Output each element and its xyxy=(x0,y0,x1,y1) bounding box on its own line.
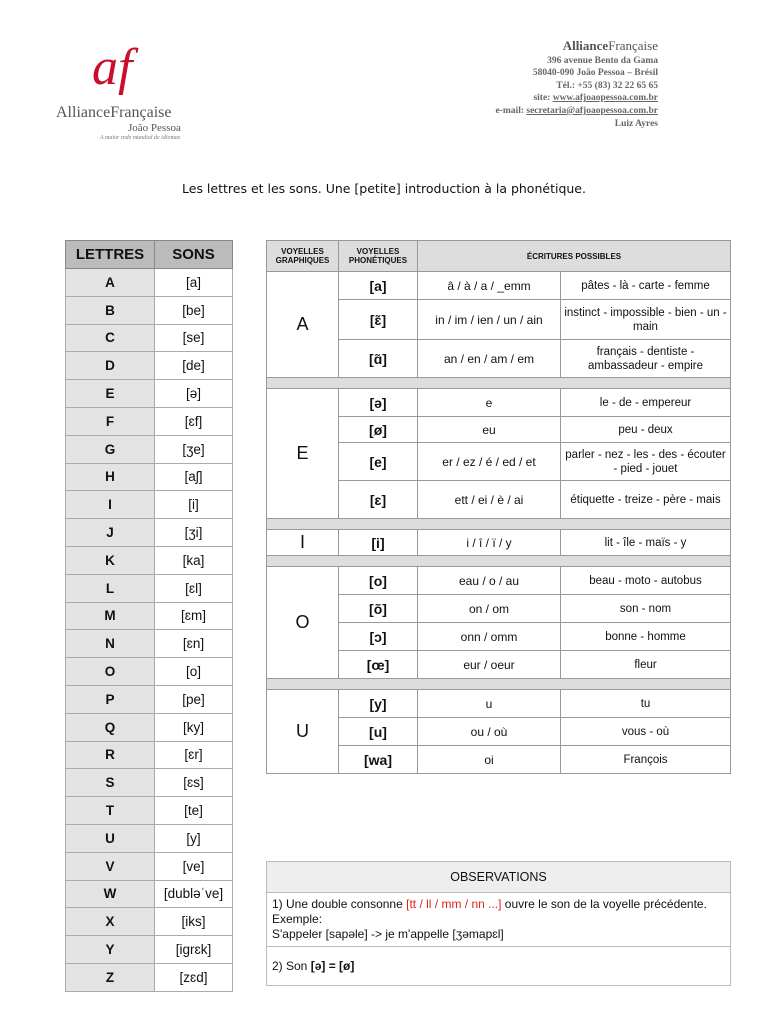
sound-cell: [ɛm] xyxy=(155,602,233,630)
address-email: e-mail: secretaria@afjoaopessoa.com.br xyxy=(495,105,658,116)
group-separator xyxy=(267,378,731,389)
spellings-cell: an / en / am / em xyxy=(418,340,561,378)
sound-cell: [ɛf] xyxy=(155,407,233,435)
letter-cell: O xyxy=(66,658,155,686)
letter-cell: Q xyxy=(66,713,155,741)
examples-cell: étiquette - treize - père - mais xyxy=(561,481,731,519)
observations-table xyxy=(266,861,731,986)
spellings-cell: u xyxy=(418,690,561,718)
letters-table xyxy=(65,240,233,992)
table-row xyxy=(267,272,731,300)
sound-cell: [ʒi] xyxy=(155,519,233,547)
spellings-cell: eau / o / au xyxy=(418,567,561,595)
letter-cell: N xyxy=(66,630,155,658)
spellings-cell: â / à / a / _emm xyxy=(418,272,561,300)
vowel-group-letter: U xyxy=(267,690,339,774)
table-row xyxy=(66,324,233,352)
table-row xyxy=(66,574,233,602)
letter-cell: Y xyxy=(66,936,155,964)
letter-cell: C xyxy=(66,324,155,352)
examples-cell: François xyxy=(561,746,731,774)
table-row xyxy=(66,435,233,463)
letter-cell: K xyxy=(66,546,155,574)
phonetic-vowel-cell: [ɑ̃] xyxy=(339,340,418,378)
sound-cell: [i] xyxy=(155,491,233,519)
spellings-cell: ett / ei / è / ai xyxy=(418,481,561,519)
sound-cell: [y] xyxy=(155,824,233,852)
group-separator xyxy=(267,679,731,690)
letter-cell: F xyxy=(66,407,155,435)
letter-cell: V xyxy=(66,852,155,880)
sound-cell: [te] xyxy=(155,797,233,825)
table-row xyxy=(66,269,233,297)
table-row xyxy=(66,463,233,491)
alliance-francaise-logo xyxy=(90,36,154,98)
examples-cell: bonne - homme xyxy=(561,623,731,651)
sound-cell: [ka] xyxy=(155,546,233,574)
sound-cell: [aʃ] xyxy=(155,463,233,491)
observation-2: 2) Son [ə] = [ø] xyxy=(267,947,731,986)
sound-cell: [se] xyxy=(155,324,233,352)
separator-cell xyxy=(267,519,731,530)
spellings-cell: eu xyxy=(418,417,561,443)
letter-cell: X xyxy=(66,908,155,936)
sound-cell: [igrɛk] xyxy=(155,936,233,964)
phonetic-vowel-cell: [y] xyxy=(339,690,418,718)
letter-cell: M xyxy=(66,602,155,630)
spellings-cell: i / î / ï / y xyxy=(418,530,561,556)
letter-cell: U xyxy=(66,824,155,852)
phonetic-vowel-cell: [a] xyxy=(339,272,418,300)
separator-cell xyxy=(267,378,731,389)
phonetic-vowel-cell: [ɔ] xyxy=(339,623,418,651)
sound-cell: [o] xyxy=(155,658,233,686)
examples-cell: lit - île - maïs - y xyxy=(561,530,731,556)
table-row xyxy=(66,491,233,519)
table-row xyxy=(66,713,233,741)
group-separator xyxy=(267,519,731,530)
vowels-table xyxy=(266,240,731,774)
phonetic-vowel-cell: [õ] xyxy=(339,595,418,623)
phonetic-vowel-cell: [o] xyxy=(339,567,418,595)
phonetic-vowel-cell: [e] xyxy=(339,443,418,481)
sound-cell: [de] xyxy=(155,352,233,380)
sound-cell: [be] xyxy=(155,296,233,324)
page-title: Les lettres et les sons. Une [petite] introduction à la phonétique. xyxy=(182,181,586,196)
sound-cell: [ɛn] xyxy=(155,630,233,658)
sound-cell: [dubləˈve] xyxy=(155,880,233,908)
spellings-cell: in / im / ien / un / ain xyxy=(418,300,561,340)
separator-cell xyxy=(267,679,731,690)
table-row xyxy=(66,630,233,658)
col-header-sounds: SONS xyxy=(155,241,233,269)
table-row xyxy=(66,407,233,435)
examples-cell: fleur xyxy=(561,651,731,679)
letter-cell: I xyxy=(66,491,155,519)
table-row xyxy=(66,880,233,908)
logo-city: João Pessoa xyxy=(128,122,181,134)
table-row xyxy=(66,741,233,769)
sound-cell: [a] xyxy=(155,269,233,297)
address-site: site: www.afjoaopessoa.com.br xyxy=(533,93,658,104)
col-header-letters: LETTRES xyxy=(66,241,155,269)
table-row xyxy=(66,296,233,324)
phonetic-vowel-cell: [ɛ̃] xyxy=(339,300,418,340)
table-row xyxy=(267,690,731,718)
table-row xyxy=(66,380,233,408)
phonetic-vowel-cell: [wa] xyxy=(339,746,418,774)
address-author: Luiz Ayres xyxy=(614,118,658,129)
col-header-phonetic: VOYELLES PHONÉTIQUES xyxy=(339,241,418,272)
table-row xyxy=(66,936,233,964)
letter-cell: E xyxy=(66,380,155,408)
table-row xyxy=(66,546,233,574)
examples-cell: vous - où xyxy=(561,718,731,746)
spellings-cell: on / om xyxy=(418,595,561,623)
examples-cell: français - dentiste - ambassadeur - empire xyxy=(561,340,731,378)
examples-cell: instinct - impossible - bien - un - main xyxy=(561,300,731,340)
examples-cell: peu - deux xyxy=(561,417,731,443)
vowel-group-letter: E xyxy=(267,389,339,519)
letter-cell: L xyxy=(66,574,155,602)
table-row xyxy=(66,824,233,852)
table-row xyxy=(267,530,731,556)
examples-cell: le - de - empereur xyxy=(561,389,731,417)
letter-cell: W xyxy=(66,880,155,908)
sound-cell: [ve] xyxy=(155,852,233,880)
vowel-group-letter: I xyxy=(267,530,339,556)
phonetic-vowel-cell: [œ] xyxy=(339,651,418,679)
letter-cell: P xyxy=(66,685,155,713)
sound-cell: [zɛd] xyxy=(155,963,233,991)
vowel-group-letter: A xyxy=(267,272,339,378)
sound-cell: [ɛr] xyxy=(155,741,233,769)
phonetic-vowel-cell: [ø] xyxy=(339,417,418,443)
phonetic-vowel-cell: [u] xyxy=(339,718,418,746)
examples-cell: tu xyxy=(561,690,731,718)
table-row xyxy=(66,852,233,880)
address-street: 396 avenue Bento da Gama xyxy=(547,55,658,66)
address-brand: AllianceFrançaise xyxy=(562,38,658,53)
table-row xyxy=(66,519,233,547)
table-row xyxy=(66,658,233,686)
examples-cell: beau - moto - autobus xyxy=(561,567,731,595)
address-block xyxy=(496,40,658,130)
observations-title: OBSERVATIONS xyxy=(267,862,731,893)
letter-cell: T xyxy=(66,797,155,825)
letter-cell: B xyxy=(66,296,155,324)
phonetic-vowel-cell: [ə] xyxy=(339,389,418,417)
spellings-cell: er / ez / é / ed / et xyxy=(418,443,561,481)
table-row xyxy=(66,602,233,630)
table-row xyxy=(66,685,233,713)
col-header-spellings: ÉCRITURES POSSIBLES xyxy=(418,241,731,272)
address-city: 58040-090 João Pessoa – Brésil xyxy=(532,68,658,79)
table-row xyxy=(66,769,233,797)
letter-cell: D xyxy=(66,352,155,380)
spellings-cell: onn / omm xyxy=(418,623,561,651)
vowel-group-letter: O xyxy=(267,567,339,679)
letter-cell: G xyxy=(66,435,155,463)
group-separator xyxy=(267,556,731,567)
sound-cell: [pe] xyxy=(155,685,233,713)
letter-cell: Z xyxy=(66,963,155,991)
spellings-cell: e xyxy=(418,389,561,417)
col-header-graphic: VOYELLES GRAPHIQUES xyxy=(267,241,339,272)
site-link[interactable]: www.afjoaopessoa.com.br xyxy=(552,93,658,104)
table-row xyxy=(267,567,731,595)
phonetic-vowel-cell: [i] xyxy=(339,530,418,556)
examples-cell: son - nom xyxy=(561,595,731,623)
sound-cell: [iks] xyxy=(155,908,233,936)
letter-cell: J xyxy=(66,519,155,547)
sound-cell: [ʒe] xyxy=(155,435,233,463)
sound-cell: [ky] xyxy=(155,713,233,741)
table-row xyxy=(66,963,233,991)
separator-cell xyxy=(267,556,731,567)
logo-tagline: A maior rede mundial de idiomas xyxy=(100,135,181,141)
email-link[interactable]: secretaria@afjoaopessoa.com.br xyxy=(526,105,658,116)
spellings-cell: ou / où xyxy=(418,718,561,746)
examples-cell: parler - nez - les - des - écouter - pied - jouet xyxy=(561,443,731,481)
spellings-cell: oi xyxy=(418,746,561,774)
address-phone: Tél.: +55 (83) 32 22 65 65 xyxy=(556,80,658,91)
letter-cell: A xyxy=(66,269,155,297)
sound-cell: [ə] xyxy=(155,380,233,408)
letter-cell: H xyxy=(66,463,155,491)
observation-1: 1) Une double consonne [tt / ll / mm / nn ...] ouvre le son de la voyelle précédente. Exemple: S'appeler [sapəle] -> je m'appelle [ʒəmapɛl] xyxy=(267,893,731,947)
sound-cell: [ɛs] xyxy=(155,769,233,797)
letter-cell: S xyxy=(66,769,155,797)
spellings-cell: eur / oeur xyxy=(418,651,561,679)
svg-text:af: af xyxy=(92,39,133,96)
table-row xyxy=(66,908,233,936)
phonetic-vowel-cell: [ɛ] xyxy=(339,481,418,519)
table-row xyxy=(267,389,731,417)
table-row xyxy=(66,352,233,380)
examples-cell: pâtes - là - carte - femme xyxy=(561,272,731,300)
sound-cell: [ɛl] xyxy=(155,574,233,602)
table-row xyxy=(66,797,233,825)
letter-cell: R xyxy=(66,741,155,769)
logo-name: AllianceFrançaise xyxy=(56,104,172,121)
